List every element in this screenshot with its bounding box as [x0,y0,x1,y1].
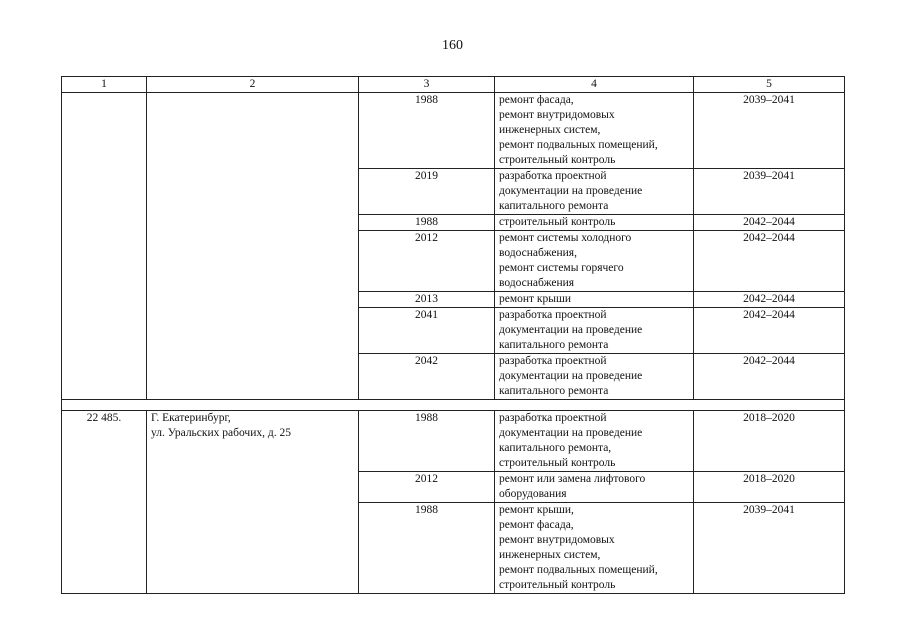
text-line: ремонт крыши, [499,504,574,516]
text-line: ремонт системы горячего [499,262,624,274]
period-value: 2042–2044 [743,232,795,244]
column-header: 2 [147,77,359,93]
text-line: разработка проектной [499,412,607,424]
works-cell [495,215,694,231]
separator-cell [62,400,845,411]
text-line: строительный контроль [499,579,616,591]
year-cell [359,215,495,231]
address-cell [147,411,359,594]
year-value: 2012 [415,232,438,244]
year-cell [359,472,495,503]
text-line: разработка проектной [499,309,607,321]
text-line: разработка проектной [499,170,607,182]
year-cell [359,169,495,215]
item-number-cell [62,93,147,400]
text-line: ремонт внутридомовых [499,534,615,546]
text-line: капитального ремонта [499,200,609,212]
year-cell [359,503,495,594]
text-line: капитального ремонта [499,339,609,351]
address-cell [147,93,359,400]
year-cell [359,354,495,400]
text-line: ул. Уральских рабочих, д. 25 [151,427,291,439]
period-value: 2042–2044 [743,216,795,228]
text-line: ремонт крыши [499,293,572,305]
text-line: документации на проведение [499,324,643,336]
text-line: ремонт подвальных помещений, [499,139,658,151]
year-value: 2019 [415,170,438,182]
text-line: ремонт или замена лифтового [499,473,646,485]
period-cell [694,93,845,169]
text-line: документации на проведение [499,370,643,382]
table-row [62,411,845,472]
group-separator [62,400,845,411]
works-cell [495,472,694,503]
text-line: ремонт подвальных помещений, [499,564,658,576]
text-line: строительный контроль [499,216,616,228]
works-cell [495,169,694,215]
period-value: 2039–2041 [743,94,795,106]
year-value: 2012 [415,473,438,485]
period-value: 2042–2044 [743,355,795,367]
period-value: 2039–2041 [743,504,795,516]
year-cell [359,411,495,472]
period-value: 2018–2020 [743,473,795,485]
year-value: 1988 [415,216,438,228]
period-value: 2042–2044 [743,293,795,305]
text-line: оборудования [499,488,567,500]
text-line: строительный контроль [499,154,616,166]
period-cell [694,472,845,503]
text-line: водоснабжения [499,277,575,289]
works-cell [495,93,694,169]
item-number: 22 485. [86,412,122,424]
text-line: ремонт фасада, [499,94,574,106]
text-line: строительный контроль [499,457,616,469]
period-value: 2039–2041 [743,170,795,182]
year-value: 1988 [415,412,438,424]
period-value: 2018–2020 [743,412,795,424]
table-row [62,93,845,169]
year-value: 2013 [415,293,438,305]
text-line: инженерных систем, [499,549,601,561]
period-value: 2042–2044 [743,309,795,321]
text-line: ремонт фасада, [499,519,574,531]
page-number: 160 [442,38,463,53]
works-cell [495,411,694,472]
year-value: 1988 [415,504,438,516]
header-row [62,77,845,93]
period-cell [694,308,845,354]
year-cell [359,292,495,308]
column-header: 4 [495,77,694,93]
column-header: 1 [62,77,147,93]
year-cell [359,93,495,169]
works-cell [495,231,694,292]
year-value: 2041 [415,309,438,321]
column-header: 3 [359,77,495,93]
text-line: разработка проектной [499,355,607,367]
works-cell [495,308,694,354]
period-cell [694,354,845,400]
period-cell [694,231,845,292]
period-cell [694,169,845,215]
text-line: инженерных систем, [499,124,601,136]
year-cell [359,231,495,292]
repair-schedule-table [61,76,845,594]
year-value: 2042 [415,355,438,367]
year-value: 1988 [415,94,438,106]
text-line: ремонт внутридомовых [499,109,615,121]
period-cell [694,411,845,472]
text-line: водоснабжения, [499,247,577,259]
works-cell [495,354,694,400]
period-cell [694,292,845,308]
item-number-cell [62,411,147,594]
works-cell [495,292,694,308]
text-line: Г. Екатеринбург, [151,412,231,424]
year-cell [359,308,495,354]
text-line: документации на проведение [499,185,643,197]
works-cell [495,503,694,594]
column-header: 5 [694,77,845,93]
text-line: капитального ремонта [499,385,609,397]
text-line: документации на проведение [499,427,643,439]
text-line: капитального ремонта, [499,442,612,454]
period-cell [694,215,845,231]
period-cell [694,503,845,594]
text-line: ремонт системы холодного [499,232,632,244]
